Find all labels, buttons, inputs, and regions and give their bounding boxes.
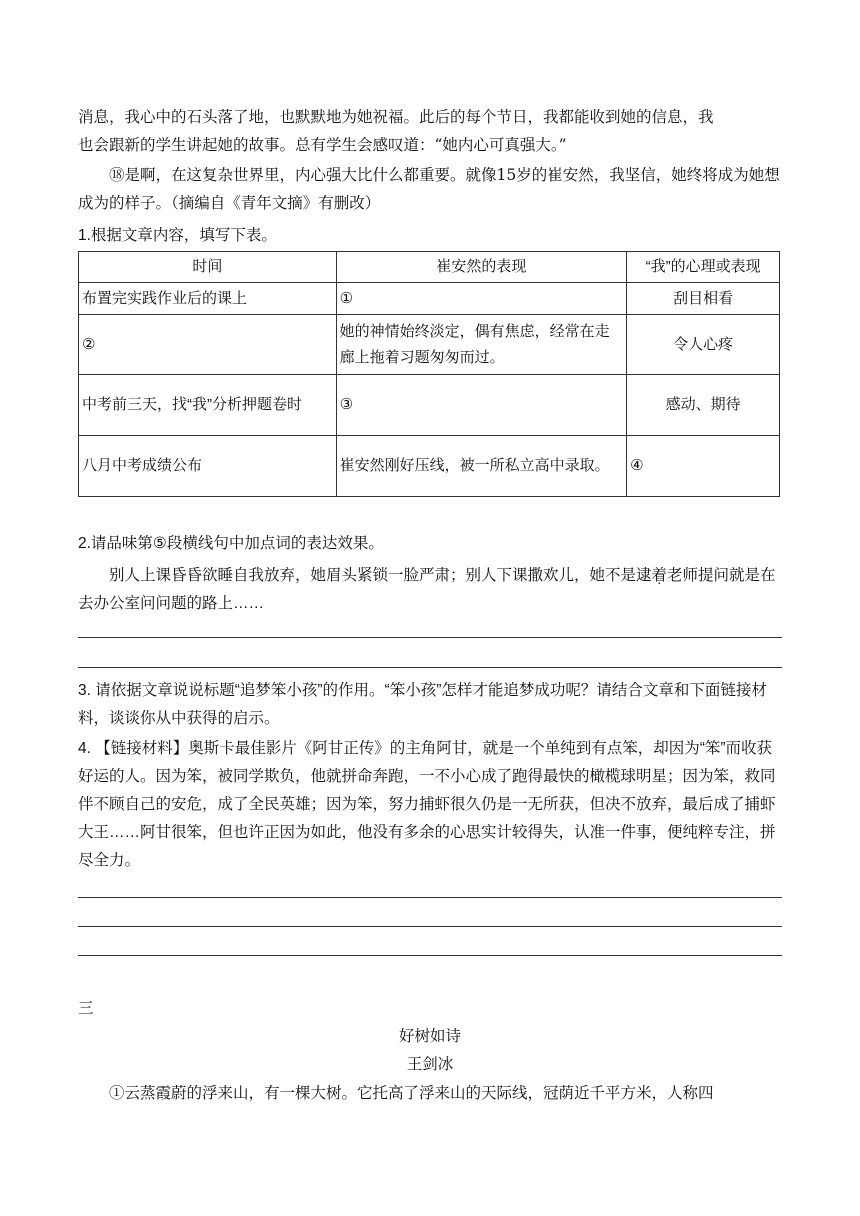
author-name: 王剑冰	[406, 1055, 454, 1073]
table-header-row	[79, 252, 780, 283]
answer-line[interactable]	[78, 897, 782, 898]
table-cell: 八月中考成绩公布	[79, 436, 337, 497]
header-time: 时间	[79, 252, 337, 283]
table-cell: 她的神情始终淡定，偶有焦虑，经常在走廊上拖着习题匆匆而过。	[336, 315, 627, 375]
quote-part-a: 别人上课昏昏欲睡自我放弃，她眉头紧锁一脸严肃；别人下课撒欢儿，她不是	[109, 567, 637, 584]
blank-3-cell[interactable]: ③	[336, 375, 627, 436]
quote-part-b: 着老师提问就是在去办公室问问题的路上……	[78, 567, 776, 612]
question-2-prompt: 2.请品味第⑤段横线句中加点词的表达效果。	[78, 535, 384, 552]
passage-line-1: 消息，我心中的石头落了地，也默默地为她祝福。此后的每个节日，我都能收到她的信息，我	[78, 108, 714, 126]
question-1-prompt: 1.根据文章内容，填写下表。	[78, 227, 277, 244]
blank-4-cell[interactable]: ④	[627, 436, 780, 497]
answer-line[interactable]	[78, 667, 782, 668]
blank-2-cell[interactable]: ②	[79, 315, 337, 375]
section-3-paragraph-1: ①云蒸霞蔚的浮来山，有一棵大树。它托高了浮来山的天际线，冠荫近千平方米，人称四	[109, 1084, 714, 1102]
answer-table	[78, 251, 780, 497]
answer-line[interactable]	[78, 926, 782, 927]
passage-line-2: 也会跟新的学生讲起她的故事。总有学生会感叹道：“她内心可真强大。”	[78, 136, 567, 154]
question-4-text: 4. 【链接材料】奥斯卡最佳影片《阿甘正传》的主角阿甘，就是一个单纯到有点笨，却因为“笨”而收获好运的人。因为笨，被同学欺负，他就拼命奔跑，一不小心成了跑得最快的橄榄球明星；因为笨，救同伴不顾自己的安危，成了全民英雄；因为笨，努力捕虾很久仍是一无所获，但决不放弃，最后成了捕虾大王……阿甘很笨，但也许正因为如此，他没有多余的心思实计较得失，认准一件事，便纯粹专注，拼尽全力。	[78, 740, 776, 869]
table-row	[79, 436, 780, 497]
table-cell: 令人心疼	[627, 315, 780, 375]
question-2-quote	[78, 562, 782, 618]
blank-1-cell[interactable]: ①	[336, 283, 627, 315]
table-cell: 感动、期待	[627, 375, 780, 436]
table-cell: 中考前三天，找“我”分析押题卷时	[79, 375, 337, 436]
question-3-prompt: 3. 请依据文章说说标题“追梦笨小孩”的作用。“笨小孩”怎样才能追梦成功呢？请结合文章和下面链接材料，谈谈你从中获得的启示。	[78, 682, 767, 727]
table-row	[79, 315, 780, 375]
header-feeling: “我”的心理或表现	[627, 252, 780, 283]
table-cell: 布置完实践作业后的课上	[79, 283, 337, 315]
paragraph-18: ⑱是啊，在这复杂世界里，内心强大比什么都重要。就像15岁的崔安然，我坚信，她终将成为她想成为的样子。（摘编自《青年文摘》有删改）	[78, 166, 780, 212]
answer-line[interactable]	[78, 637, 782, 638]
table-cell: 刮目相看	[627, 283, 780, 315]
header-performance: 崔安然的表现	[336, 252, 627, 283]
poem-title: 好树如诗	[398, 1027, 461, 1045]
table-row	[79, 283, 780, 315]
section-heading: 三	[78, 1000, 94, 1017]
table-row	[79, 375, 780, 436]
dotted-word: 逮	[636, 567, 652, 584]
answer-line[interactable]	[78, 955, 782, 956]
table-cell: 崔安然刚好压线，被一所私立高中录取。	[336, 436, 627, 497]
